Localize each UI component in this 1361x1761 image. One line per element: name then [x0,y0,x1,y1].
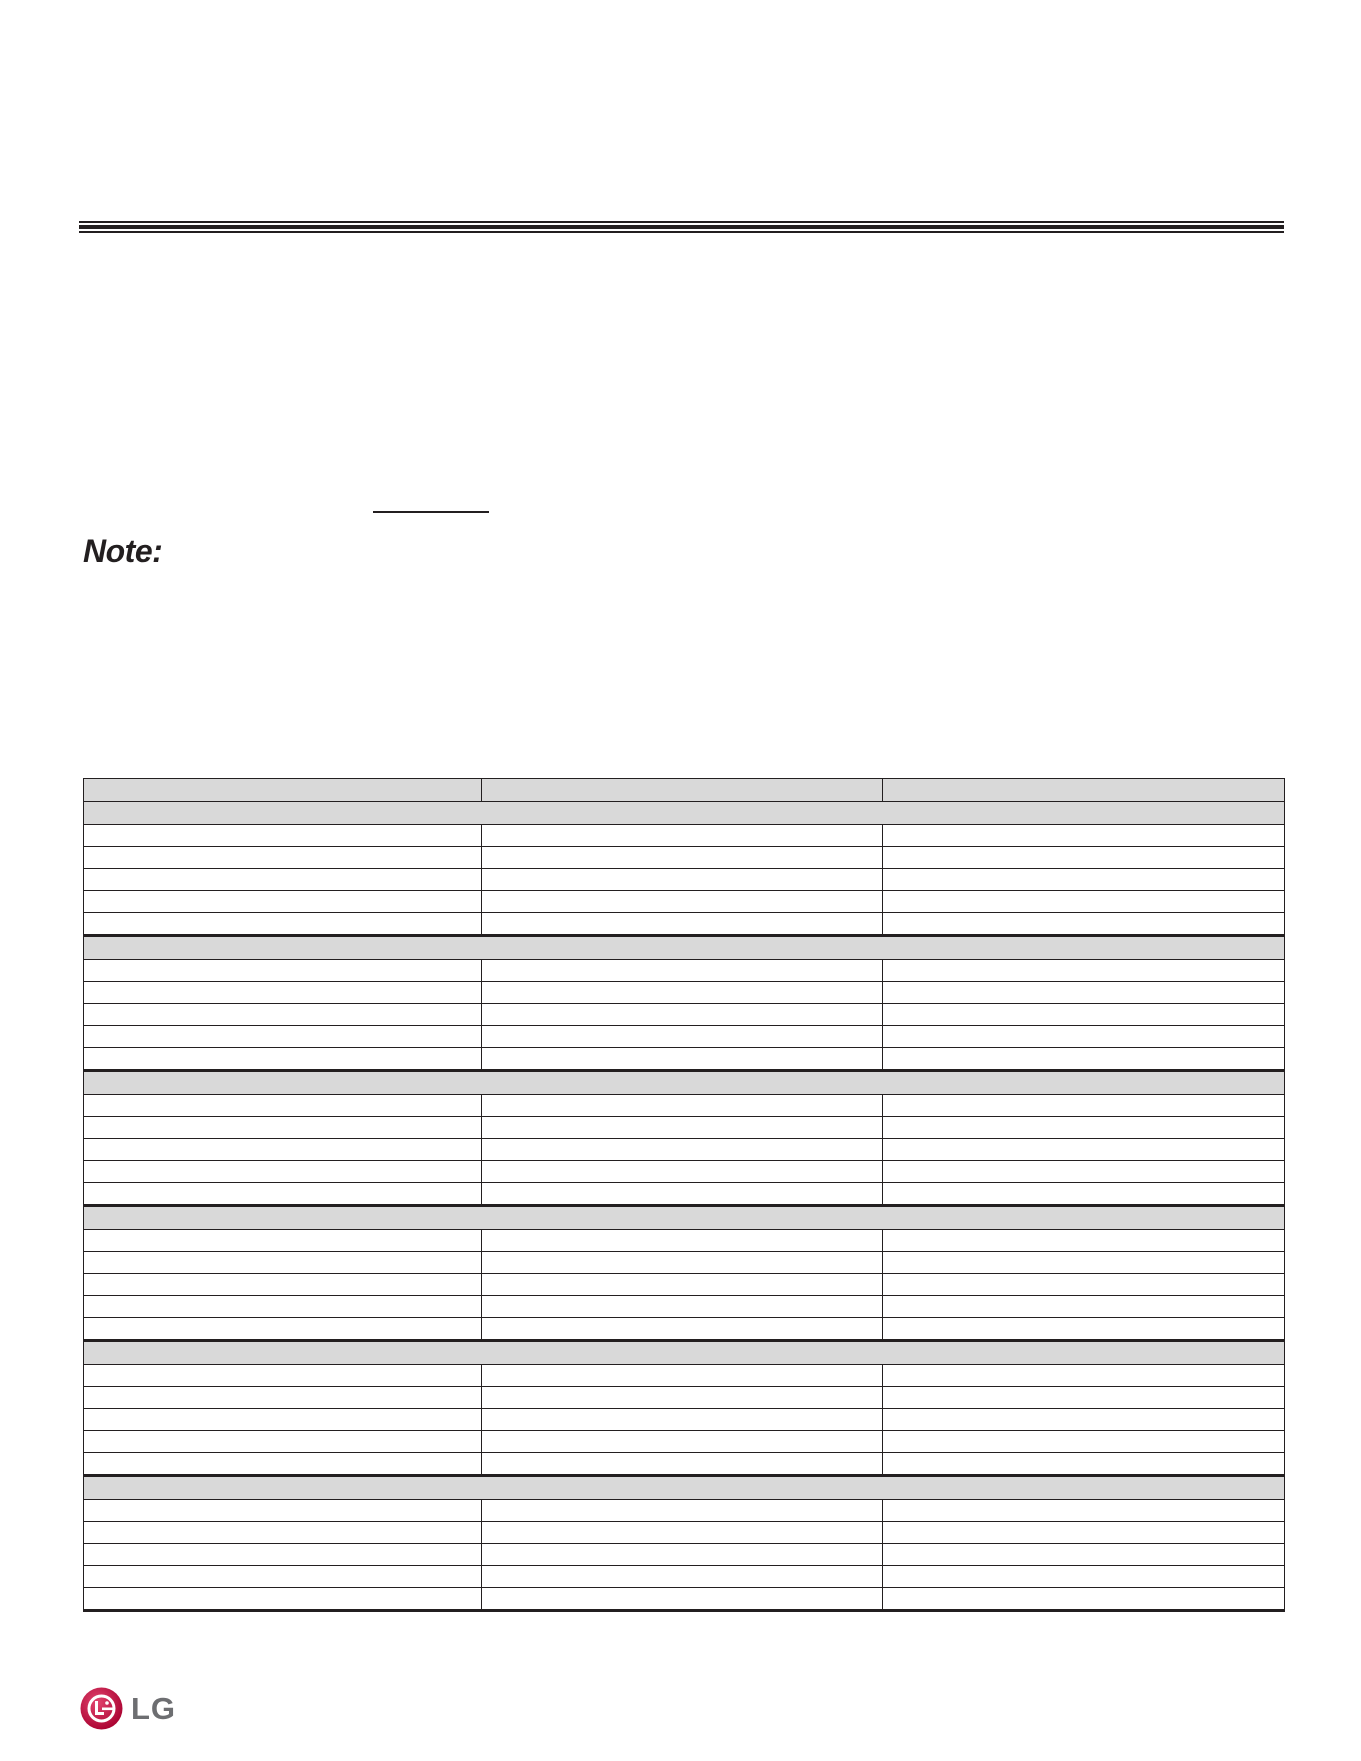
table-row [84,1409,1285,1431]
table-cell [883,1252,1285,1274]
table-cell [84,869,482,891]
table-row [84,1431,1285,1453]
table-cell [883,825,1285,847]
table-cell [84,1026,482,1048]
table-cell [84,1048,482,1071]
table-row [84,982,1285,1004]
table-cell [84,1004,482,1026]
table-cell [883,1026,1285,1048]
table-cell [482,1544,883,1566]
table-header-cell [883,779,1285,802]
table-cell [482,891,883,913]
table-cell [883,1522,1285,1544]
underlined-blank [373,511,489,513]
table-cell [883,869,1285,891]
table-row [84,1274,1285,1296]
table-cell [482,1139,883,1161]
table-row [84,1544,1285,1566]
table-cell [482,1566,883,1588]
table-row [84,1183,1285,1206]
table-cell [482,1453,883,1476]
table-cell [883,1274,1285,1296]
table-cell [883,1500,1285,1522]
table-section-cell [84,1476,1285,1500]
table-cell [883,1139,1285,1161]
table-row [84,1387,1285,1409]
table-header-row [84,779,1285,802]
table-section-row [84,802,1285,825]
table-header-cell [482,779,883,802]
table-row [84,847,1285,869]
table-cell [482,1183,883,1206]
table-cell [482,1252,883,1274]
table-cell [482,913,883,936]
note-heading: Note: [83,533,163,569]
table-section-cell [84,1071,1285,1095]
table-section-row [84,936,1285,960]
table-cell [482,847,883,869]
lg-logo-text: LG [131,1690,177,1726]
table-row [84,913,1285,936]
table-cell [84,982,482,1004]
table-cell [883,1183,1285,1206]
table-cell [883,1230,1285,1252]
table-section-cell [84,1206,1285,1230]
table-row [84,1117,1285,1139]
table-cell [482,1274,883,1296]
table-cell [883,1004,1285,1026]
table-cell [482,960,883,982]
table-cell [84,913,482,936]
header-rule-line [79,221,1284,223]
table-row [84,1139,1285,1161]
table-cell [84,891,482,913]
table-cell [84,1566,482,1588]
table-cell [883,1544,1285,1566]
table-cell [482,1588,883,1611]
table-cell [883,1365,1285,1387]
table-section-cell [84,1341,1285,1365]
header-rule-line [79,225,1284,229]
header-rule-line [79,231,1284,233]
table-cell [84,1230,482,1252]
table-cell [883,1161,1285,1183]
table-cell [482,1365,883,1387]
table-cell [482,1318,883,1341]
table-cell [84,1274,482,1296]
spec-table [83,778,1285,1612]
table-row [84,1453,1285,1476]
table-row [84,1230,1285,1252]
table-cell [84,1409,482,1431]
table-row [84,1318,1285,1341]
table-cell [84,847,482,869]
table-cell [84,1431,482,1453]
table-row [84,1004,1285,1026]
table-cell [482,1161,883,1183]
table-cell [482,1387,883,1409]
table-cell [482,825,883,847]
table-cell [883,1409,1285,1431]
table-cell [883,1095,1285,1117]
table-cell [883,982,1285,1004]
table-row [84,1365,1285,1387]
table-row [84,960,1285,982]
table-cell [482,1500,883,1522]
table-cell [482,1230,883,1252]
table-cell [84,1117,482,1139]
table-cell [84,1522,482,1544]
table-cell [883,1566,1285,1588]
table-cell [84,1095,482,1117]
table-cell [84,1139,482,1161]
table-row [84,1588,1285,1611]
table-cell [84,1318,482,1341]
table-section-row [84,1341,1285,1365]
table-section-row [84,1476,1285,1500]
table-cell [482,982,883,1004]
table-section-cell [84,802,1285,825]
table-row [84,1095,1285,1117]
table-cell [883,1048,1285,1071]
table-cell [482,869,883,891]
table-cell [883,1117,1285,1139]
table-cell [883,1588,1285,1611]
table-row [84,1048,1285,1071]
table-cell [84,1161,482,1183]
table-cell [84,1365,482,1387]
table-section-row [84,1071,1285,1095]
table-cell [84,1544,482,1566]
table-cell [482,1431,883,1453]
table-row [84,891,1285,913]
table-section-row [84,1206,1285,1230]
table-cell [84,1296,482,1318]
table-cell [883,891,1285,913]
table-cell [883,913,1285,936]
table-row [84,1161,1285,1183]
header-rule [79,221,1284,233]
table-cell [482,1004,883,1026]
table-section-cell [84,936,1285,960]
table-row [84,1296,1285,1318]
table-cell [482,1026,883,1048]
lg-logo-icon [80,1687,123,1730]
table-cell [883,960,1285,982]
table-cell [883,1296,1285,1318]
table-cell [482,1095,883,1117]
table-cell [84,1387,482,1409]
table-row [84,1026,1285,1048]
table-row [84,825,1285,847]
table-cell [482,1296,883,1318]
table-cell [84,1588,482,1611]
table-row [84,1566,1285,1588]
table-header-cell [84,779,482,802]
table-cell [482,1409,883,1431]
table-cell [84,1183,482,1206]
table-cell [482,1048,883,1071]
table-cell [482,1522,883,1544]
table-cell [883,1318,1285,1341]
table-cell [84,1252,482,1274]
table-cell [84,1500,482,1522]
table-row [84,1252,1285,1274]
lg-logo [80,1687,176,1730]
table-cell [482,1117,883,1139]
table-cell [883,847,1285,869]
table-row [84,1522,1285,1544]
table-cell [883,1387,1285,1409]
table-row [84,869,1285,891]
table-cell [84,1453,482,1476]
spec-table-body [84,779,1285,1611]
table-row [84,1500,1285,1522]
table-cell [84,960,482,982]
table-cell [883,1453,1285,1476]
table-cell [84,825,482,847]
table-cell [883,1431,1285,1453]
